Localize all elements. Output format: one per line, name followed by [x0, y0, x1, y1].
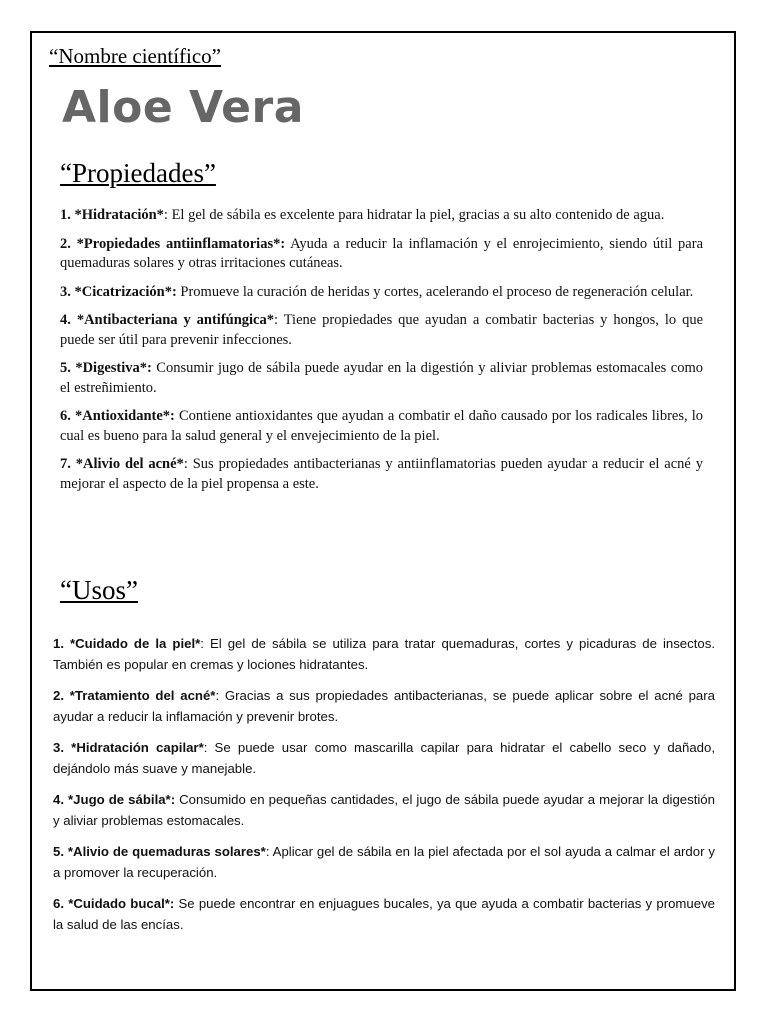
use-text: : Aplicar gel de sábila en la piel afectada por el sol ayuda a calmar el ardor y a promover la recuperación. [53, 844, 715, 880]
uses-heading: “Usos” [60, 575, 138, 605]
use-text: : Gracias a sus propiedades antibacterianas, se puede aplicar sobre el acné para ayudar a reducir la inflamación y prevenir brotes. [53, 688, 715, 724]
property-term: 6. *Antioxidante*: [60, 408, 175, 424]
use-item [53, 893, 715, 935]
use-term: 1. *Cuidado de la piel* [53, 636, 201, 651]
properties-list [60, 206, 703, 503]
property-term: 4. *Antibacteriana y antifúngica* [60, 312, 274, 328]
page-title: Aloe Vera [62, 82, 304, 133]
use-item [53, 789, 715, 831]
property-item [60, 283, 703, 303]
property-term: 7. *Alivio del acné* [60, 456, 184, 472]
use-term: 3. *Hidratación capilar* [53, 740, 204, 755]
property-item [60, 235, 703, 274]
property-item [60, 311, 703, 350]
use-text: : El gel de sábila se utiliza para tratar quemaduras, cortes y picaduras de insectos. También es popular en cremas y lociones hidratantes. [53, 636, 715, 672]
property-text: Consumir jugo de sábila puede ayudar en la digestión y aliviar problemas estomacales como el estreñimiento. [60, 360, 703, 396]
property-term: 2. *Propiedades antiinflamatorias*: [60, 235, 286, 252]
property-term: 5. *Digestiva*: [60, 360, 152, 376]
use-text: Se puede encontrar en enjuagues bucales, ya que ayuda a combatir bacterias y promueve la salud de las encías. [53, 896, 716, 932]
use-item [53, 685, 715, 727]
property-text: Promueve la curación de heridas y cortes, acelerando el proceso de regeneración celular. [176, 283, 694, 300]
property-item [60, 206, 703, 226]
property-text: Contiene antioxidantes que ayudan a combatir el daño causado por los radicales libres, lo cual es bueno para la salud general y el envejecimiento de la piel. [60, 408, 703, 444]
use-item [53, 737, 715, 779]
property-item [60, 407, 703, 446]
property-text: : Tiene propiedades que ayudan a combatir bacterias y hongos, lo que puede ser útil para prevenir infecciones. [60, 312, 704, 348]
use-item [53, 841, 715, 883]
scientific-name-label: “Nombre científico” [49, 44, 221, 68]
use-term: 4. *Jugo de sábila*: [53, 792, 176, 807]
property-text: : Sus propiedades antibacterianas y antiinflamatorias pueden ayudar a reducir el acné y mejorar el aspecto de la piel propensa a este. [60, 456, 703, 492]
property-term: 1. *Hidratación* [60, 207, 164, 223]
use-term: 6. *Cuidado bucal*: [53, 896, 175, 911]
use-term: 2. *Tratamiento del acné* [53, 688, 216, 703]
property-term: 3. *Cicatrización*: [60, 283, 177, 300]
use-text: : Se puede usar como mascarilla capilar para hidratar el cabello seco y dañado, dejándolo más suave y manejable. [53, 740, 715, 776]
use-term: 5. *Alivio de quemaduras solares* [53, 844, 266, 859]
properties-heading: “Propiedades” [60, 158, 216, 188]
property-text: Ayuda a reducir la inflamación y el enrojecimiento, siendo útil para quemaduras solares y otras irritaciones cutáneas. [60, 235, 704, 271]
property-item [60, 359, 703, 398]
use-item [53, 633, 715, 675]
use-text: Consumido en pequeñas cantidades, el jugo de sábila puede ayudar a mejorar la digestión y aliviar problemas estomacales. [53, 792, 715, 828]
uses-list [53, 633, 715, 945]
property-item [60, 455, 703, 494]
property-text: : El gel de sábila es excelente para hidratar la piel, gracias a su alto contenido de agua. [163, 207, 665, 223]
